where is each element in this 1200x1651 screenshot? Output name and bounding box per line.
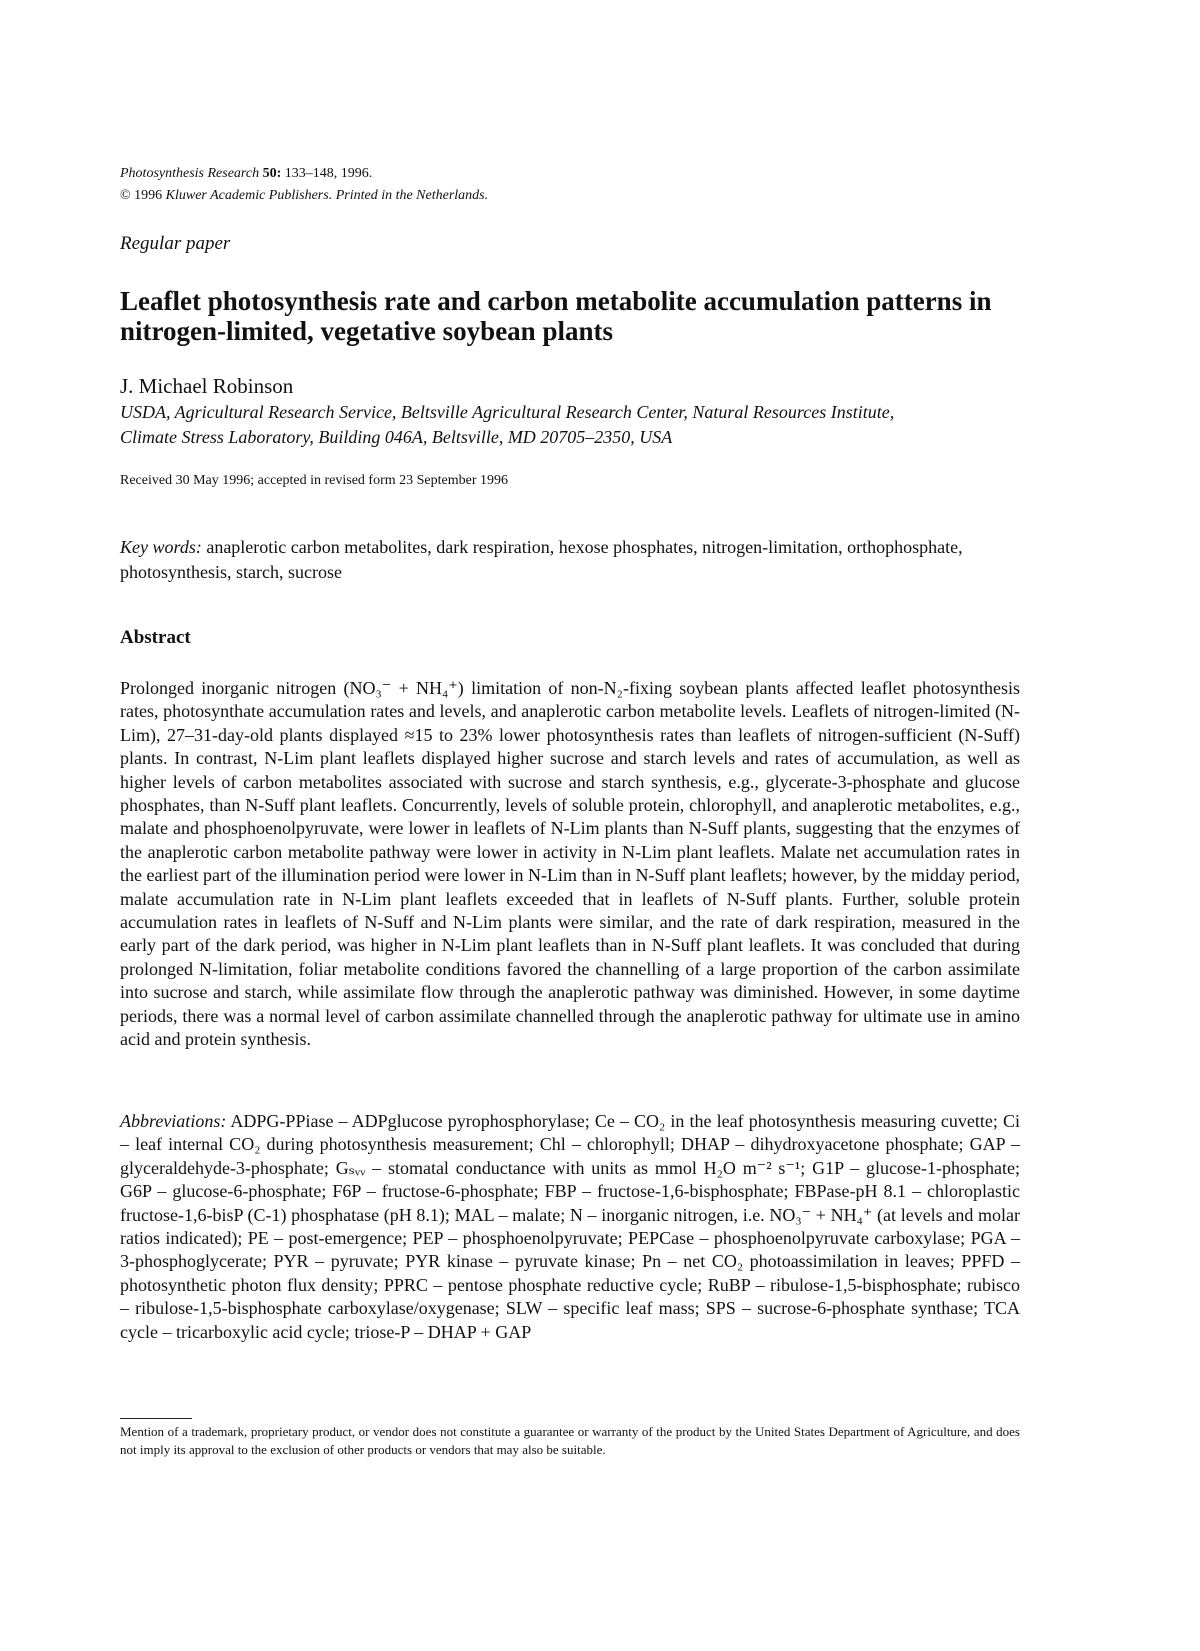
affiliation-line-1: USDA, Agricultural Research Service, Beltsville Agricultural Research Center, Natural Resources Institute,	[120, 402, 895, 422]
publisher: Kluwer Academic Publishers. Printed in the Netherlands.	[165, 188, 489, 203]
author-name: J. Michael Robinson	[120, 374, 294, 398]
journal-name: Photosynthesis Research	[120, 166, 260, 181]
copyright-line	[120, 185, 488, 207]
keywords-label: Key words:	[120, 537, 202, 557]
abbreviations	[120, 1110, 1020, 1344]
citation-line	[120, 163, 488, 185]
abstract-text: Prolonged inorganic nitrogen (NO₃⁻ + NH₄⁺) limitation of non-N₂-fixing soybean plants affected leaflet photosynthesis rates, photosynthate accumulation rates and levels, and anaplerotic carbon metabolite levels. Leaflets of nitrogen-limited (N-Lim), 27–31-day-old plants displayed ≈15 to 23% lower photosynthesis rates than leaflets of nitrogen-sufficient (N-Suff) plants. In contrast, N-Lim plant leaflets displayed higher sucrose and starch levels and rates of accumulation, as well as higher levels of carbon metabolites associated with sucrose and starch synthesis, e.g., glycerate-3-phosphate and glucose phosphates, than N-Suff plant leaflets. Concurrently, levels of soluble protein, chlorophyll, and anaplerotic metabolites, e.g., malate and phosphoenolpyruvate, were lower in leaflets of N-Lim plants than N-Suff plants, suggesting that the enzymes of the anaplerotic carbon metabolite pathway were lower in activity in N-Lim plant leaflets. Malate net accumulation rates in the earliest part of the illumination period were lower in N-Lim than in N-Suff plant leaflets; however, by the midday period, malate accumulation rate in N-Lim plant leaflets exceeded that in leaflets of N-Suff plants. Further, soluble protein accumulation rates in leaflets of N-Suff and N-Lim plants were similar, and the rate of dark respiration, measured in the early part of the dark period, was higher in N-Lim plant leaflets than in N-Suff plant leaflets. It was concluded that during prolonged N-limitation, foliar metabolite conditions favored the channelling of a large proportion of the carbon assimilate into sucrose and starch, while assimilate flow through the anaplerotic pathway was diminished. However, in some daytime periods, there was a normal level of carbon assimilate channelled through the anaplerotic pathway for ultimate use in amino acid and protein synthesis.	[120, 678, 1020, 1050]
volume: 50:	[262, 166, 282, 181]
section-type: Regular paper	[120, 233, 231, 254]
footnote: Mention of a trademark, proprietary product, or vendor does not constitute a guarantee or warranty of the product by the United States Department of Agriculture, and does not imply its approval to the exclusion of other products or vendors that may also be suitable.	[120, 1424, 1020, 1457]
abbreviations-text: ADPG-PPiase – ADPglucose pyrophosphorylase; Ce – CO₂ in the leaf photosynthesis measuring cuvette; Ci – leaf internal CO₂ during photosynthesis measurement; Chl – chlorophyll; DHAP – dihydroxyacetone phosphate; GAP – glyceraldehyde-3-phosphate; Gₛᵥᵥ – stomatal conductance with units as mmol H₂O m⁻² s⁻¹; G1P – glucose-1-phosphate; G6P – glucose-6-phosphate; F6P – fructose-6-phosphate; FBP – fructose-1,6-bisphosphate; FBPase-pH 8.1 – chloroplastic fructose-1,6-bisP (C-1) phosphatase (pH 8.1); MAL – malate; N – inorganic nitrogen, i.e. NO₃⁻ + NH₄⁺ (at levels and molar ratios indicated); PE – post-emergence; PEP – phosphoenolpyruvate; PEPCase – phosphoenolpyruvate carboxylase; PGA – 3-phosphoglycerate; PYR – pyruvate; PYR kinase – pyruvate kinase; Pn – net CO₂ photoassimilation in leaves; PPFD – photosynthetic photon flux density; PPRC – pentose phosphate reductive cycle; RuBP – ribulose-1,5-bisphosphate; rubisco – ribulose-1,5-bisphosphate carboxylase/oxygenase; SLW – specific leaf mass; SPS – sucrose-6-phosphate synthase; TCA cycle – tricarboxylic acid cycle; triose-P – DHAP + GAP	[120, 1111, 1020, 1342]
footnote-divider	[120, 1418, 192, 1419]
journal-header	[120, 163, 488, 207]
paper-title: Leaflet photosynthesis rate and carbon metabolite accumulation patterns in nitrogen-limited, vegetative soybean plants	[120, 286, 992, 346]
affiliation-line-2: Climate Stress Laboratory, Building 046A, Beltsville, MD 20705–2350, USA	[120, 427, 673, 447]
received-dates: Received 30 May 1996; accepted in revised form 23 September 1996	[120, 473, 508, 488]
abstract-heading: Abstract	[120, 627, 191, 648]
copyright: © 1996	[120, 188, 166, 203]
keywords	[120, 535, 1020, 585]
keywords-text: anaplerotic carbon metabolites, dark respiration, hexose phosphates, nitrogen-limitation, orthophosphate, photosynthesis, starch, sucrose	[120, 537, 963, 582]
pages-year: 133–148, 1996.	[281, 166, 373, 181]
abbreviations-label: Abbreviations:	[120, 1111, 227, 1131]
affiliation	[120, 400, 1020, 450]
